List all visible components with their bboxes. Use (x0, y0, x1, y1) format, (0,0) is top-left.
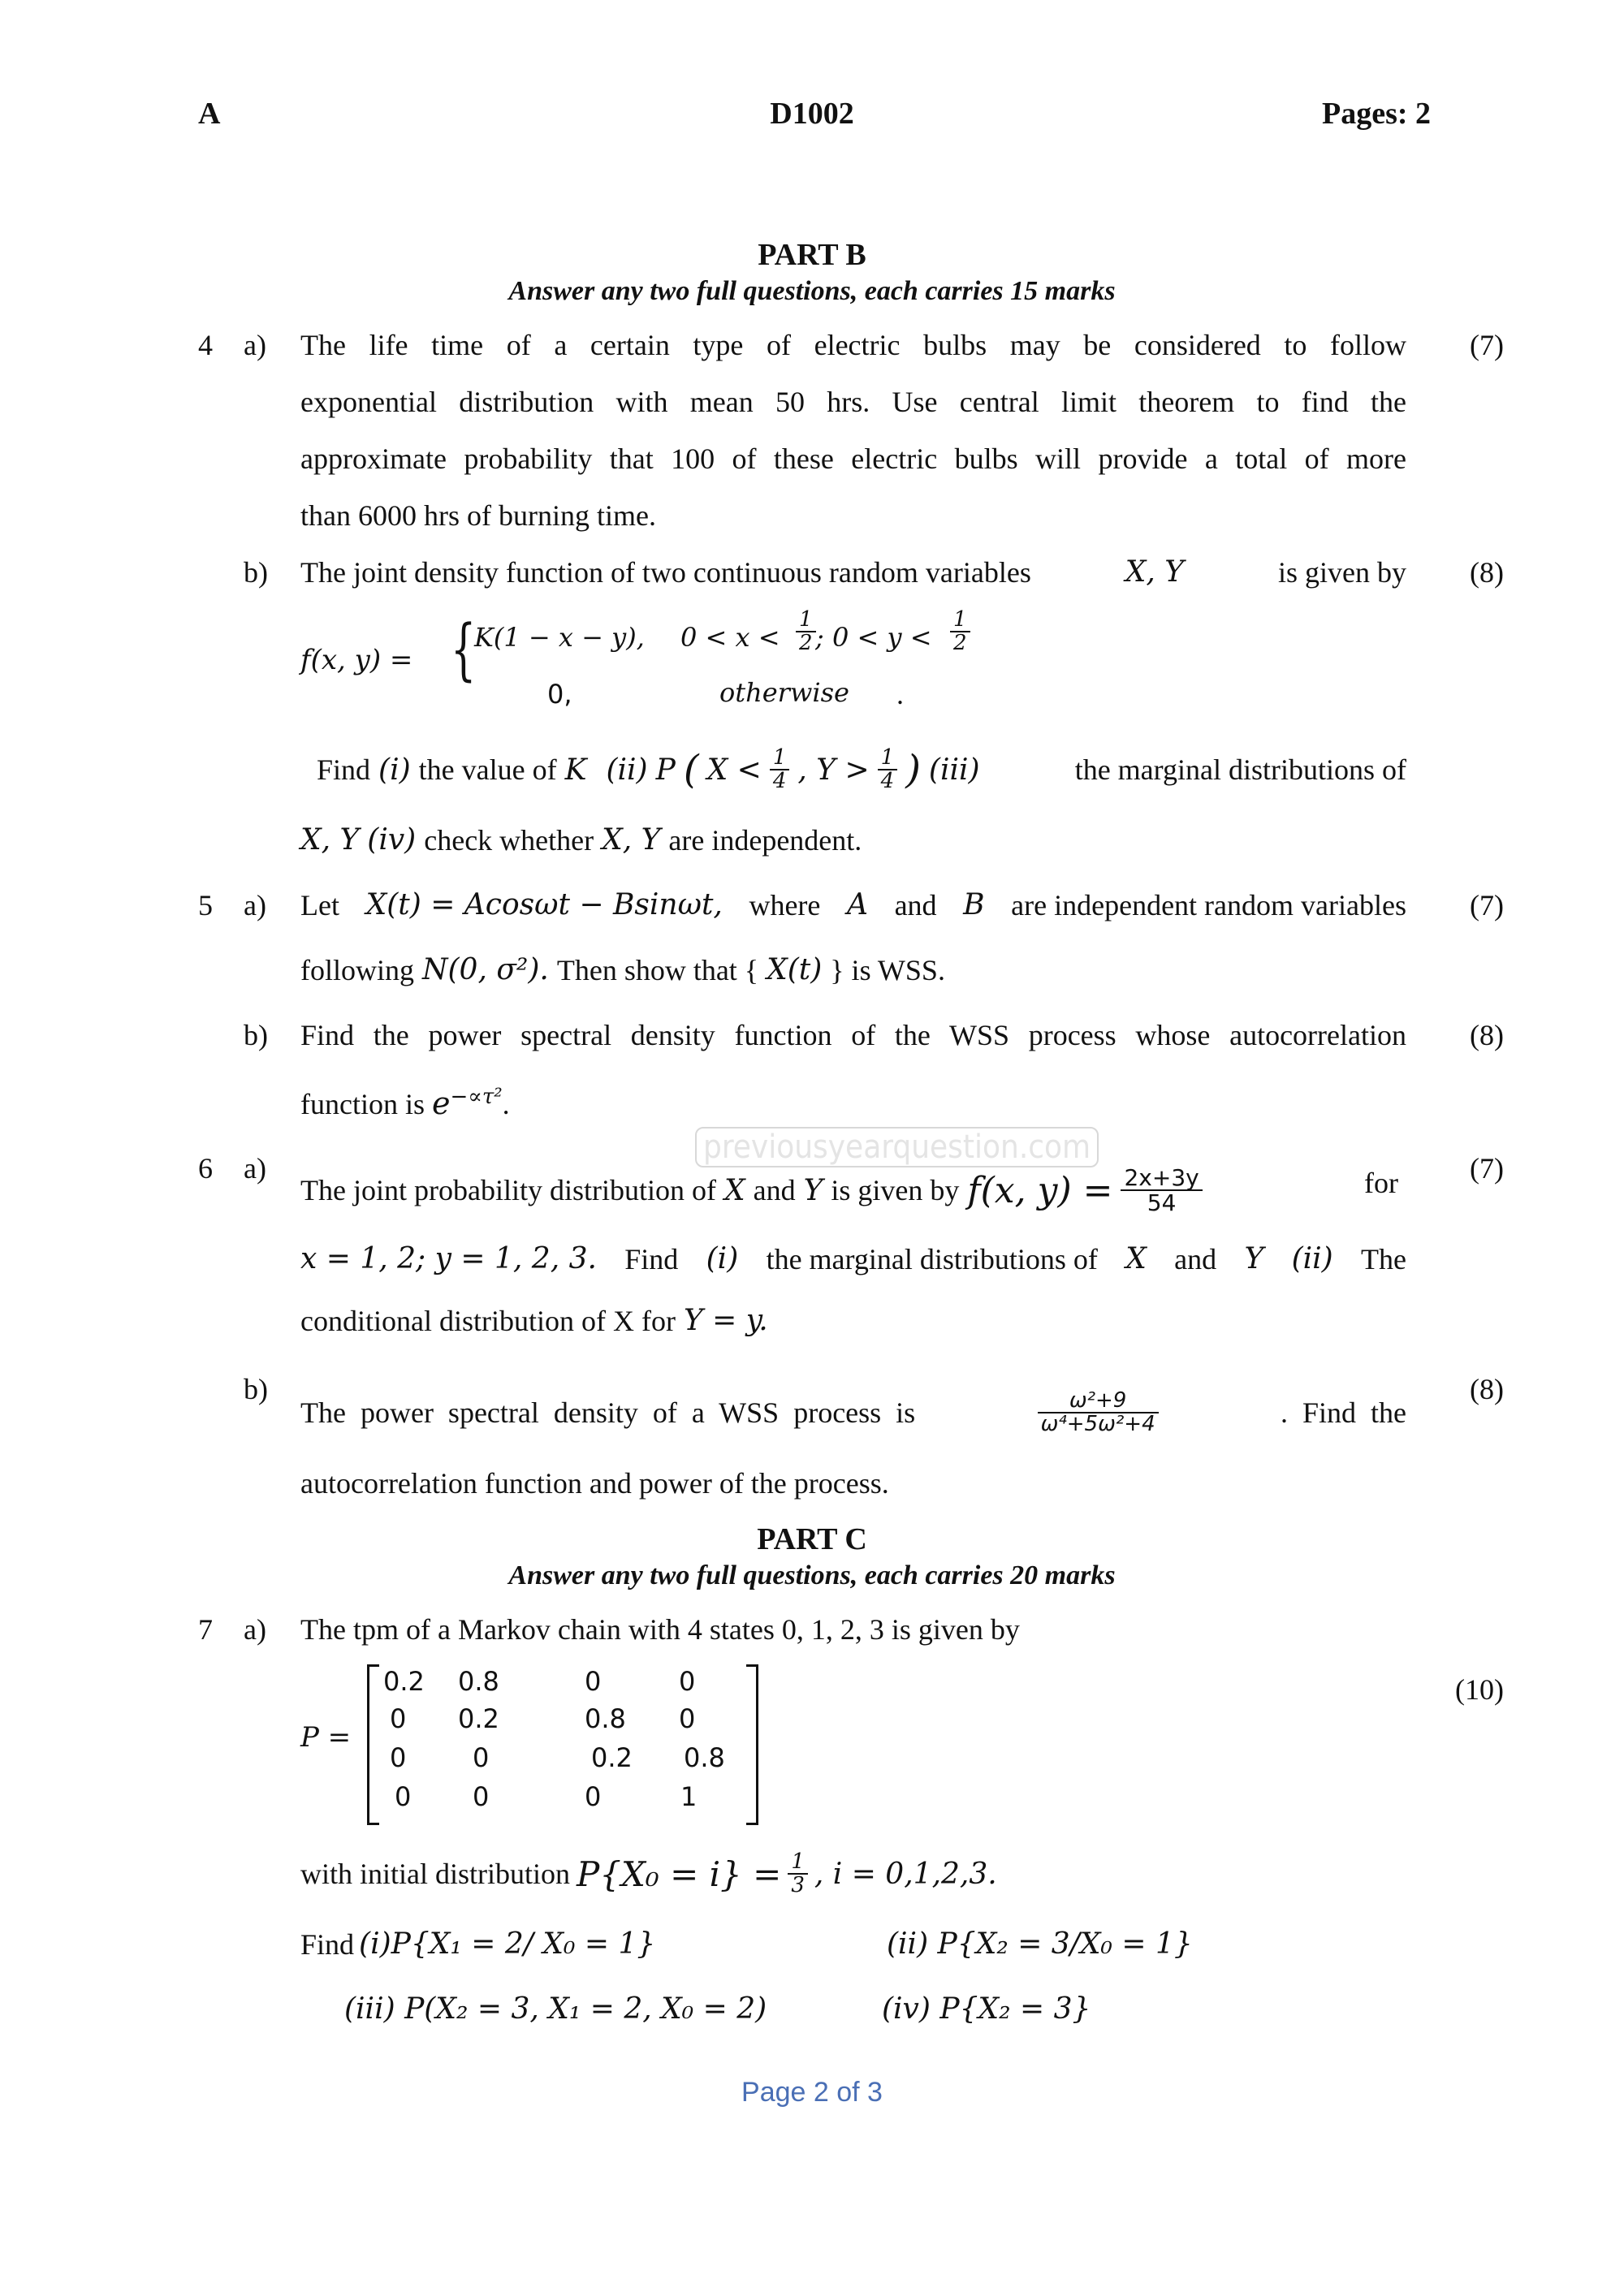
text: and (753, 1174, 796, 1207)
q4a-line-1: The life time of a certain type of electric bulbs may be considered to follow (300, 329, 1406, 361)
fraction-quarter (878, 747, 898, 793)
case2-expr: 0, (547, 679, 572, 710)
text: where (749, 889, 821, 921)
page-count: Pages: 2 (1322, 97, 1432, 131)
q4b-intro-text: The joint density function of two continuous random variables (300, 556, 1031, 589)
text-for: for (1364, 1167, 1398, 1199)
subquestion-label: b) (244, 1019, 268, 1051)
var-b: B (963, 888, 985, 921)
marks: (7) (1470, 1152, 1504, 1185)
q6a-line-2 (300, 1242, 1406, 1276)
marks: (8) (1470, 1019, 1504, 1051)
q7a-intro: The tpm of a Markov chain with 4 states 0, 1, 2, 3 is given by (300, 1613, 1020, 1646)
marks: (10) (1455, 1673, 1504, 1706)
text: are independent. (668, 824, 862, 857)
matrix-cell: 0 (679, 1666, 696, 1697)
q4b-find-line-2 (300, 823, 862, 857)
subquestion-label: a) (244, 889, 266, 921)
text: the marginal distributions of (766, 1243, 1098, 1275)
marks: (8) (1470, 556, 1504, 589)
matrix-cell: 0 (585, 1666, 602, 1697)
frac-den: 4 (772, 769, 787, 794)
q5a-line-1 (300, 888, 1406, 922)
part-i: (i) (378, 753, 411, 787)
text: is given by (831, 1174, 960, 1207)
question-number: 5 (198, 889, 213, 921)
cond: Y = y. (683, 1304, 768, 1337)
q6a-line-1 (300, 1166, 1203, 1215)
q4a-line-2: exponential distribution with mean 50 hrs. Use central limit theorem to find the (300, 386, 1406, 418)
case1-cond: 0 < x < (680, 622, 780, 653)
matrix-cell: 0.2 (458, 1703, 499, 1734)
question-number: 6 (198, 1152, 213, 1185)
text: The (1361, 1243, 1406, 1275)
frac-num: 1 (770, 747, 790, 770)
text: with initial distribution (300, 1858, 570, 1891)
matrix-cell: 0.8 (684, 1742, 725, 1773)
paper-set-label: A (198, 97, 221, 131)
part-ii: (ii) (606, 753, 648, 787)
text: Find (624, 1243, 679, 1275)
watermark-logo: previousyearquestion.com (695, 1127, 1099, 1167)
frac-num: ω²+9 (1038, 1390, 1159, 1413)
question-number: 7 (198, 1613, 213, 1646)
frac-num: 2x+3y (1121, 1166, 1202, 1191)
matrix-bracket-right (746, 1664, 758, 1825)
fxy: f(x, y) = (967, 1169, 1113, 1211)
q4b-intro-vars: X, Y (1125, 555, 1185, 589)
q4b-intro-end: is given by (1277, 556, 1406, 589)
find-i: (i)P{X₁ = 2/ X₀ = 1} (359, 1927, 656, 1961)
x-lt: X < (706, 753, 762, 787)
frac-den: ω⁴+5ω²+4 (1040, 1412, 1155, 1437)
part-i: (i) (706, 1242, 739, 1275)
frac-den: 54 (1147, 1189, 1177, 1217)
fraction-quarter (770, 747, 790, 793)
expr: X(t) = Acosωt − Bsinωt, (365, 888, 723, 921)
matrix-bracket-left (367, 1664, 379, 1825)
exp-power: −∝τ² (450, 1085, 503, 1109)
var-y: Y (1244, 1242, 1264, 1275)
marks: (8) (1470, 1373, 1504, 1405)
matrix-cell: 0.8 (585, 1703, 626, 1734)
paper-code: D1002 (770, 97, 854, 131)
subquestion-label: b) (244, 556, 268, 589)
paren-close: ) (905, 747, 921, 793)
text: check whether (424, 824, 594, 857)
fraction-half (796, 609, 816, 655)
matrix-cell: 0.8 (458, 1666, 499, 1697)
fraction-half (950, 609, 970, 655)
frac-num: 1 (788, 1851, 808, 1875)
var-x: X (1125, 1242, 1147, 1275)
init-tail: , i = 0,1,2,3. (814, 1857, 997, 1891)
piecewise-brace: { (451, 611, 477, 688)
vars: X, Y (602, 823, 661, 857)
matrix-cell: 0 (679, 1703, 696, 1734)
q6b-line-1 (300, 1390, 1406, 1436)
q4b-find-line-1 (317, 747, 1406, 793)
paren-open: ( (683, 747, 699, 793)
part-c-title: PART C (757, 1522, 867, 1556)
matrix-cell: 1 (680, 1781, 698, 1812)
subquestion-label: a) (244, 1613, 266, 1646)
question-number: 4 (198, 329, 213, 361)
find-iii: (iii) P(X₂ = 3, X₁ = 2, X₀ = 2) (344, 1992, 767, 2026)
subquestion-label: a) (244, 329, 266, 361)
q4a-line-4: than 6000 hrs of burning time. (300, 499, 656, 532)
text: the value of (418, 753, 557, 787)
case1-expr: K(1 − x − y), (474, 622, 645, 653)
var-y: Y (803, 1173, 823, 1207)
exp-base: e (431, 1085, 451, 1121)
frac-den: 2 (953, 631, 967, 656)
subquestion-label: b) (244, 1373, 268, 1405)
marks: (7) (1470, 889, 1504, 921)
text: . Find the (1280, 1396, 1406, 1430)
q6b-line-2: autocorrelation function and power of the process. (300, 1467, 889, 1500)
q7a-find-1 (300, 1927, 655, 1962)
matrix-cell: 0 (395, 1781, 412, 1812)
subquestion-label: a) (244, 1152, 266, 1185)
text: are independent random variables (1011, 889, 1406, 921)
case2-dot: . (896, 678, 904, 710)
frac-den: 2 (799, 631, 813, 656)
text: Then show that { (556, 954, 759, 986)
init-expr: P{X₀ = i} = (577, 1854, 782, 1894)
matrix-cell: 0 (390, 1742, 407, 1773)
var-a: A (846, 888, 868, 921)
find-iv: (iv) P{X₂ = 3} (882, 1992, 1091, 2026)
dist: N(0, σ²). (422, 953, 549, 986)
text: Let (300, 889, 339, 921)
xt: X(t) (767, 953, 823, 986)
matrix-cell: 0 (473, 1781, 490, 1812)
text: Find (300, 1928, 355, 1961)
fraction-third (788, 1851, 808, 1897)
var-x: X (723, 1173, 745, 1207)
vars: X, Y (300, 823, 360, 857)
frac-num: 1 (878, 747, 898, 770)
frac-num: 1 (796, 609, 816, 632)
matrix-cell: 0 (585, 1781, 602, 1812)
matrix-label: P = (300, 1721, 352, 1754)
matrix-cell: 0 (390, 1703, 407, 1734)
part-iii: (iii) (928, 753, 980, 787)
var-k: K (564, 753, 587, 787)
frac-num: 1 (950, 609, 970, 632)
q4b-intro (300, 555, 1406, 589)
matrix-cell: 0 (473, 1742, 490, 1773)
frac-den: 3 (791, 1873, 805, 1898)
domain: x = 1, 2; y = 1, 2, 3. (300, 1242, 597, 1275)
q5b-line-2 (300, 1085, 510, 1121)
q5a-line-2 (300, 953, 945, 987)
find-ii: (ii) P{X₂ = 3/X₀ = 1} (887, 1927, 1193, 1961)
part-iv: (iv) (367, 823, 417, 857)
q4a-line-3: approximate probability that 100 of these electric bulbs will provide a total of more (300, 442, 1406, 475)
text: The joint probability distribution of (300, 1174, 716, 1207)
part-b-title: PART B (758, 238, 866, 272)
part-c-instruction: Answer any two full questions, each carries 20 marks (508, 1560, 1116, 1590)
matrix-cell: 0.2 (383, 1666, 425, 1697)
q6a-line-3 (300, 1304, 768, 1338)
frac-den: 4 (880, 769, 895, 794)
fraction (1038, 1390, 1159, 1436)
text: conditional distribution of X for (300, 1305, 676, 1337)
matrix-cell: 0.2 (591, 1742, 633, 1773)
q7a-initial-dist (300, 1851, 997, 1897)
find-word: Find (317, 753, 371, 787)
prob-p: P (655, 753, 676, 787)
marks: (7) (1470, 329, 1504, 361)
text: function is (300, 1088, 425, 1120)
q5b-line-1: Find the power spectral density function of the WSS process whose autocorrelation (300, 1019, 1406, 1051)
tpm-matrix (367, 1664, 758, 1820)
text: following (300, 954, 414, 986)
text: } is WSS. (830, 954, 945, 986)
y-gt: , Y > (797, 753, 870, 787)
fxy-label: f(x, y) = (300, 644, 413, 676)
part-ii: (ii) (1291, 1242, 1333, 1275)
text: and (1174, 1243, 1217, 1275)
page-footer: Page 2 of 3 (741, 2077, 883, 2108)
case1-cond2: ; 0 < y < (815, 622, 932, 653)
part-b-instruction: Answer any two full questions, each carries 15 marks (508, 276, 1116, 306)
text: and (894, 889, 937, 921)
text: . (502, 1088, 510, 1120)
fraction (1121, 1166, 1202, 1215)
text: the marginal distributions of (1074, 753, 1406, 787)
text: The power spectral density of a WSS process is (300, 1396, 916, 1430)
case2-cond: otherwise (719, 677, 849, 708)
